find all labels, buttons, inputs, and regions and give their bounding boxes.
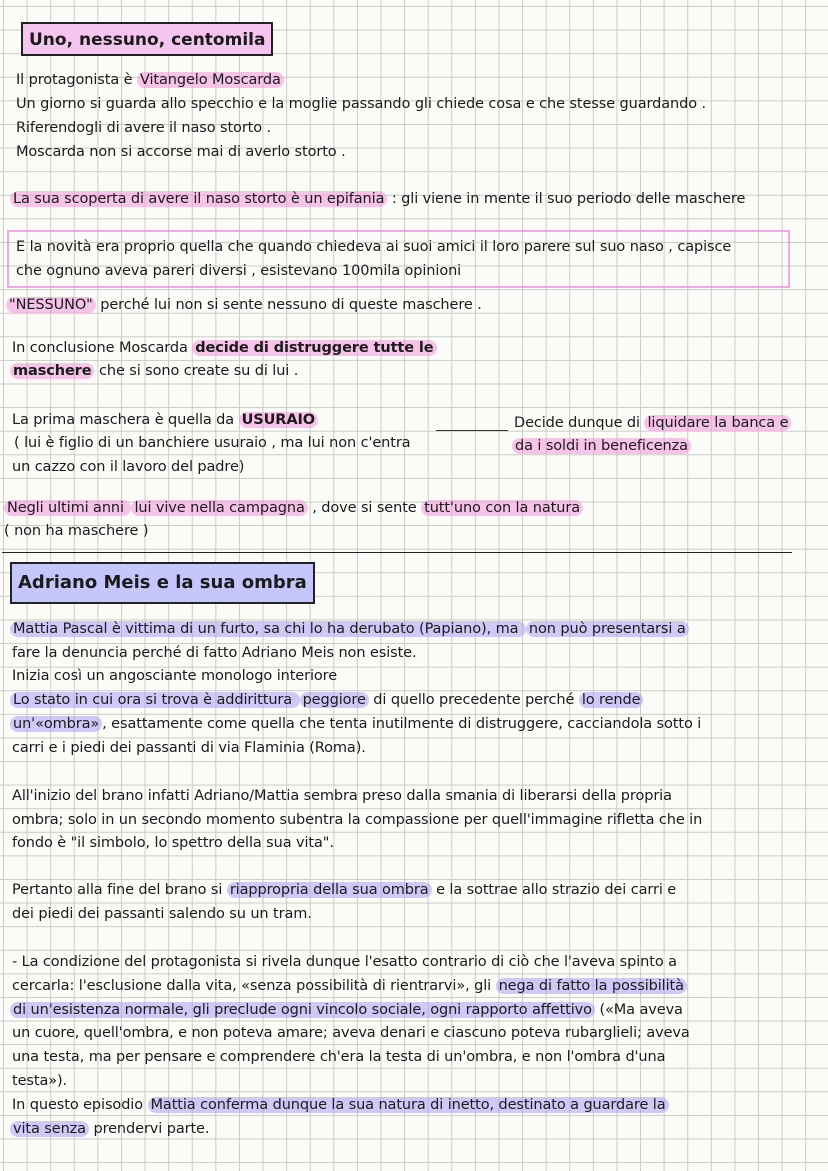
highlight-pink: liquidare la banca e bbox=[644, 415, 791, 431]
text-line: che ognuno aveva pareri diversi , esistevano 100mila opinioni bbox=[16, 263, 462, 279]
highlight-pink: "NESSUNO" bbox=[6, 297, 96, 313]
section-title-uno-nessuno: Uno, nessuno, centomila bbox=[21, 22, 273, 56]
text-line: ombra; solo in un secondo momento subentra la compassione per quell'immagine rifletta che in bbox=[12, 812, 703, 828]
text-line: - La condizione del protagonista si rivela dunque l'esatto contrario di ciò che l'aveva spinto a bbox=[12, 954, 677, 970]
text-line: dei piedi dei passanti salendo su un tram. bbox=[12, 906, 312, 922]
text-line: fare la denuncia perché di fatto Adriano Meis non esiste. bbox=[12, 645, 417, 661]
text-line: "NESSUNO" perché lui non si sente nessuno di queste maschere . bbox=[6, 295, 482, 315]
text-line: Decide dunque di liquidare la banca e bbox=[514, 413, 791, 433]
highlight-purple: non può presentarsi a bbox=[526, 621, 689, 637]
text-line: In questo episodio Mattia conferma dunque la sua natura di inetto, destinato a guardare la bbox=[12, 1095, 669, 1115]
text-line: Moscarda non si accorse mai di averlo storto . bbox=[16, 144, 346, 160]
text-line bbox=[10, 619, 689, 639]
text-line bbox=[512, 436, 691, 456]
text-line: un cazzo con il lavoro del padre) bbox=[12, 459, 245, 475]
text-line: cercarla: l'esclusione dalla vita, «senza possibilità di rientrarvi», gli nega di fatto la possibilità bbox=[12, 976, 687, 996]
highlight-purple: lo rende bbox=[579, 692, 644, 708]
text-line: carri e i piedi dei passanti di via Flaminia (Roma). bbox=[12, 740, 366, 756]
highlight-purple: peggiore bbox=[300, 692, 369, 708]
highlight-pink: decide di distruggere tutte le bbox=[192, 340, 436, 356]
highlight-purple: nega di fatto la possibilità bbox=[496, 978, 687, 994]
text-line: Lo stato in cui ora si trova è addirittura peggiore di quello precedente perché lo rende bbox=[10, 690, 643, 710]
text-line: Un giorno si guarda allo specchio e la moglie passando gli chiede cosa e che stesse guardando . bbox=[16, 96, 707, 112]
highlight-purple: riappropria della sua ombra bbox=[227, 882, 432, 898]
highlight-purple: Lo stato in cui ora si trova è addirittura bbox=[10, 692, 300, 708]
highlight-pink: maschere bbox=[10, 363, 94, 379]
text-line: All'inizio del brano infatti Adriano/Mattia sembra preso dalla smania di liberarsi della propria bbox=[12, 788, 672, 804]
text-line: Il protagonista è Vitangelo Moscarda bbox=[16, 70, 284, 90]
text-line: Inizia così un angosciante monologo interiore bbox=[12, 668, 338, 684]
text-line: Riferendogli di avere il naso storto . bbox=[16, 120, 272, 136]
highlight-pink: da i soldi in beneficenza bbox=[512, 438, 691, 454]
section-title-adriano-meis: Adriano Meis e la sua ombra bbox=[10, 562, 315, 604]
text-line: di un'esistenza normale, gli preclude ogni vincolo sociale, ogni rapporto affettivo («Ma aveva bbox=[10, 1000, 683, 1020]
text-line: La sua scoperta di avere il naso storto è un epifania : gli viene in mente il suo periodo delle maschere bbox=[10, 189, 745, 209]
text-line: E la novità era proprio quella che quando chiedeva ai suoi amici il loro parere sul suo naso , capisce bbox=[16, 239, 732, 255]
text-line: La prima maschera è quella da USURAIO bbox=[12, 410, 318, 430]
highlight-purple: Mattia conferma dunque la sua natura di inetto, destinato a guardare la bbox=[148, 1097, 669, 1113]
text-line: vita senza prendervi parte. bbox=[10, 1119, 209, 1139]
text-line: una testa, ma per pensare e comprendere ch'era la testa di un'ombra, e non l'ombra d'una bbox=[12, 1049, 666, 1065]
text-line: Pertanto alla fine del brano si riappropria della sua ombra e la sottrae allo strazio dei carri e bbox=[12, 882, 677, 898]
highlight-purple: di un'esistenza normale, gli preclude ogni vincolo sociale, ogni rapporto affettivo bbox=[10, 1002, 595, 1018]
text-line: un'«ombra» , esattamente come quella che tenta inutilmente di distruggere, cacciandola sotto i bbox=[10, 714, 701, 734]
highlight-purple: Mattia Pascal è vittima di un furto, sa chi lo ha derubato (Papiano), ma bbox=[10, 621, 526, 637]
text-line: fondo è "il simbolo, lo spettro della sua vita". bbox=[12, 835, 334, 851]
text-line: ( lui è figlio di un banchiere usuraio , ma lui non c'entra bbox=[14, 435, 411, 451]
highlight-pink: lui vive nella campagna bbox=[131, 500, 307, 516]
connector-line bbox=[436, 430, 508, 431]
text-line: ( non ha maschere ) bbox=[4, 523, 149, 539]
text-line: testa»). bbox=[12, 1073, 68, 1089]
highlight-pink: Vitangelo Moscarda bbox=[137, 72, 284, 88]
text-line: Negli ultimi anni lui vive nella campagna , dove si sente tutt'uno con la natura bbox=[4, 498, 583, 518]
highlight-pink: La sua scoperta di avere il naso storto è un epifania bbox=[10, 191, 387, 207]
text-line: In conclusione Moscarda decide di distruggere tutte le bbox=[12, 338, 437, 358]
text-line: maschere che si sono create su di lui . bbox=[10, 361, 298, 381]
text-line: un cuore, quell'ombra, e non poteva amare; aveva denari e ciascuno poteva rubarglieli; aveva bbox=[12, 1025, 690, 1041]
highlight-purple: vita senza bbox=[10, 1121, 89, 1137]
highlight-pink: tutt'uno con la natura bbox=[421, 500, 583, 516]
section-divider bbox=[2, 552, 792, 553]
highlight-pink: Negli ultimi anni bbox=[4, 500, 131, 516]
highlight-purple: un'«ombra» bbox=[10, 716, 102, 732]
highlight-pink: USURAIO bbox=[239, 412, 318, 428]
